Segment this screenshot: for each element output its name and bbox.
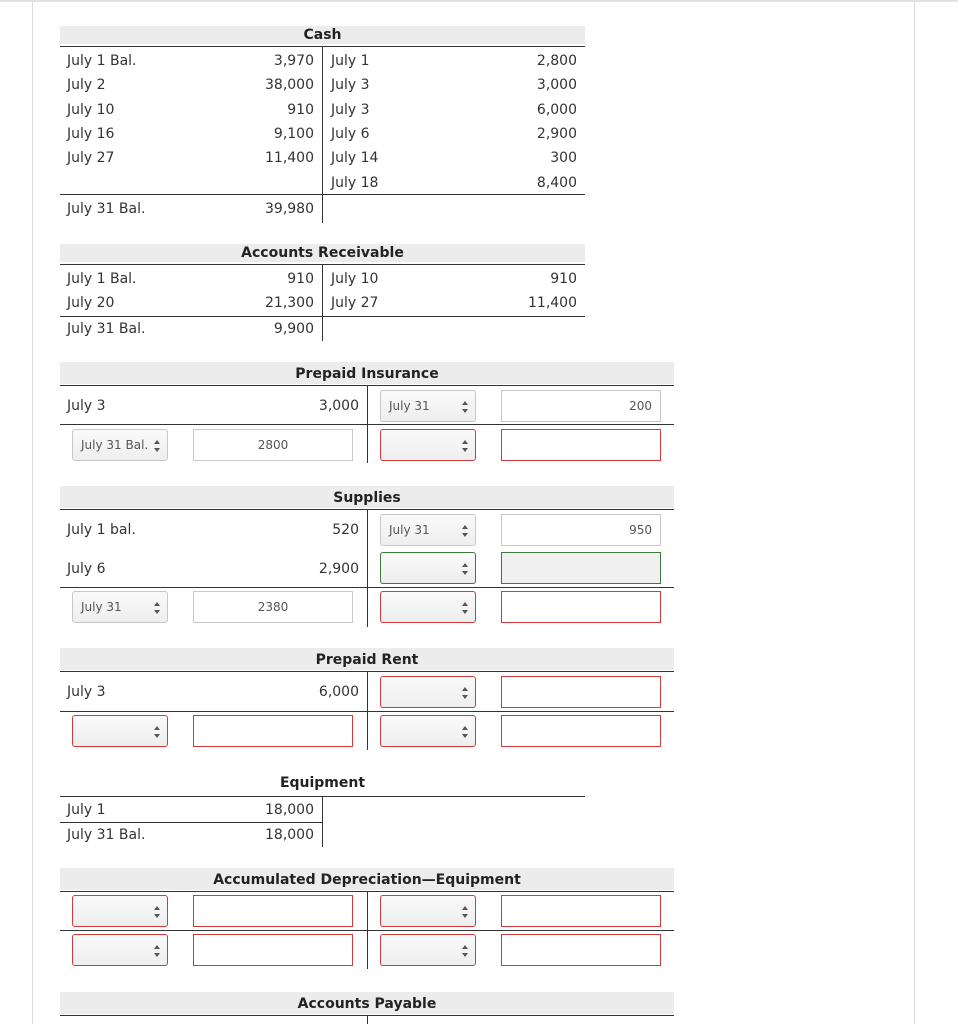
pr-debit-amount: 6,000 bbox=[318, 684, 359, 700]
supplies-debit-label: July 1 bal. bbox=[67, 522, 136, 538]
pi-debit-amount: 3,000 bbox=[318, 398, 359, 414]
ar-credit-amount: 910 bbox=[550, 271, 577, 287]
ar-debit-label: July 1 Bal. bbox=[67, 271, 137, 287]
equipment-debit-amount: 18,000 bbox=[265, 802, 314, 818]
ar-divider bbox=[322, 265, 323, 317]
updown-arrow-icon bbox=[153, 905, 161, 919]
ar-balance-label: July 31 Bal. bbox=[67, 321, 146, 337]
cash-credit-amount: 8,400 bbox=[536, 175, 577, 191]
ar-balance-amount: 9,900 bbox=[273, 321, 314, 337]
pi-credit-amount-input[interactable]: 200 bbox=[501, 390, 661, 422]
cash-debit-label: July 10 bbox=[67, 102, 115, 118]
updown-arrow-icon bbox=[461, 944, 469, 958]
ar-debit-amount: 21,300 bbox=[265, 295, 314, 311]
cash-title: Cash bbox=[60, 26, 585, 44]
supplies-title: Supplies bbox=[60, 486, 674, 508]
cash-debit-amount: 910 bbox=[287, 102, 314, 118]
updown-arrow-icon bbox=[461, 439, 469, 453]
ad-total-line bbox=[60, 930, 674, 931]
ar-balance-divider bbox=[322, 317, 323, 341]
supplies-credit-date-select-2[interactable] bbox=[380, 552, 476, 584]
cash-debit-label: July 27 bbox=[67, 150, 115, 166]
pi-debit-label: July 3 bbox=[67, 398, 106, 414]
ad-credit-amount-input-2[interactable] bbox=[501, 934, 661, 966]
cash-credit-label: July 3 bbox=[331, 102, 370, 118]
pr-total-line bbox=[60, 711, 674, 712]
ar-credit-label: July 27 bbox=[331, 295, 379, 311]
cash-debit-amount: 9,100 bbox=[273, 126, 314, 142]
updown-arrow-icon bbox=[461, 905, 469, 919]
ad-credit-date-select-2[interactable] bbox=[380, 934, 476, 966]
cash-credit-label: July 18 bbox=[331, 175, 379, 191]
equipment-title: Equipment bbox=[60, 774, 585, 792]
cash-credit-amount: 6,000 bbox=[536, 102, 577, 118]
equipment-balance-divider bbox=[322, 823, 323, 847]
supplies-credit-date-select-3[interactable] bbox=[380, 591, 476, 623]
updown-arrow-icon bbox=[461, 524, 469, 538]
equipment-total-line bbox=[60, 822, 322, 823]
updown-arrow-icon bbox=[153, 725, 161, 739]
cash-balance-amount: 39,980 bbox=[265, 201, 314, 217]
supplies-balance-amount-input[interactable]: 2380 bbox=[193, 591, 353, 623]
supplies-debit-label: July 6 bbox=[67, 561, 106, 577]
pr-credit-date-select-2[interactable] bbox=[380, 715, 476, 747]
pr-credit-amount-input[interactable] bbox=[501, 676, 661, 708]
cash-credit-label: July 1 bbox=[331, 53, 370, 69]
cash-debit-label: July 2 bbox=[67, 77, 106, 93]
cash-credit-label: July 3 bbox=[331, 77, 370, 93]
cash-debit-label: July 16 bbox=[67, 126, 115, 142]
pr-debit-label: July 3 bbox=[67, 684, 106, 700]
supplies-credit-date-select[interactable] bbox=[380, 514, 476, 546]
accounts-payable-title: Accounts Payable bbox=[60, 992, 674, 1014]
prepaid-insurance-title: Prepaid Insurance bbox=[60, 362, 674, 384]
pi-balance-date-value: July 31 Bal. bbox=[81, 438, 149, 452]
pi-balance-date-select[interactable] bbox=[72, 429, 168, 461]
cash-divider bbox=[322, 47, 323, 194]
supplies-balance-date-value: July 31 bbox=[81, 600, 122, 614]
updown-arrow-icon bbox=[153, 601, 161, 615]
equipment-balance-amount: 18,000 bbox=[265, 827, 314, 843]
ar-debit-label: July 20 bbox=[67, 295, 115, 311]
cash-balance-divider bbox=[322, 195, 323, 223]
accum-dep-title: Accumulated Depreciation—Equipment bbox=[60, 868, 674, 890]
supplies-credit-amount-input-2[interactable] bbox=[501, 552, 661, 584]
cash-debit-label: July 1 Bal. bbox=[67, 53, 137, 69]
ad-debit-amount-input[interactable] bbox=[193, 895, 353, 927]
equipment-debit-label: July 1 bbox=[67, 802, 106, 818]
pi-balance-amount-input[interactable]: 2800 bbox=[193, 429, 353, 461]
ad-debit-date-select-2[interactable] bbox=[72, 934, 168, 966]
pr-balance-date-select[interactable] bbox=[72, 715, 168, 747]
updown-arrow-icon bbox=[461, 601, 469, 615]
updown-arrow-icon bbox=[461, 562, 469, 576]
cash-credit-amount: 2,900 bbox=[536, 126, 577, 142]
equipment-balance-label: July 31 Bal. bbox=[67, 827, 146, 843]
ad-credit-amount-input[interactable] bbox=[501, 895, 661, 927]
updown-arrow-icon bbox=[461, 400, 469, 414]
cash-balance-label: July 31 Bal. bbox=[67, 201, 146, 217]
supplies-total-line bbox=[60, 587, 674, 588]
prepaid-rent-title: Prepaid Rent bbox=[60, 648, 674, 670]
cash-credit-label: July 6 bbox=[331, 126, 370, 142]
supplies-divider bbox=[367, 510, 368, 627]
pr-balance-amount-input[interactable] bbox=[193, 715, 353, 747]
pi-credit-date-select[interactable] bbox=[380, 390, 476, 422]
ad-debit-amount-input-2[interactable] bbox=[193, 934, 353, 966]
cash-credit-amount: 3,000 bbox=[536, 77, 577, 93]
supplies-credit-amount-input-3[interactable] bbox=[501, 591, 661, 623]
updown-arrow-icon bbox=[461, 725, 469, 739]
pr-credit-amount-input-2[interactable] bbox=[501, 715, 661, 747]
pi-credit-amount-input-2[interactable] bbox=[501, 429, 661, 461]
supplies-debit-amount: 2,900 bbox=[318, 561, 359, 577]
supplies-credit-amount-input[interactable]: 950 bbox=[501, 514, 661, 546]
supplies-credit-date-value: July 31 bbox=[389, 523, 430, 537]
ap-divider bbox=[367, 1016, 368, 1024]
updown-arrow-icon bbox=[461, 686, 469, 700]
cash-debit-amount: 3,970 bbox=[273, 53, 314, 69]
cash-credit-amount: 300 bbox=[550, 150, 577, 166]
ar-credit-label: July 10 bbox=[331, 271, 379, 287]
ar-title: Accounts Receivable bbox=[60, 244, 585, 262]
cash-credit-amount: 2,800 bbox=[536, 53, 577, 69]
pi-credit-date-select-2[interactable] bbox=[380, 429, 476, 461]
ar-credit-amount: 11,400 bbox=[528, 295, 577, 311]
supplies-debit-amount: 520 bbox=[332, 522, 359, 538]
updown-arrow-icon bbox=[153, 944, 161, 958]
ad-credit-date-select[interactable] bbox=[380, 895, 476, 927]
ar-debit-amount: 910 bbox=[287, 271, 314, 287]
equipment-divider bbox=[322, 797, 323, 823]
ad-debit-date-select[interactable] bbox=[72, 895, 168, 927]
pi-total-line bbox=[60, 424, 674, 425]
cash-debit-amount: 11,400 bbox=[265, 150, 314, 166]
cash-debit-amount: 38,000 bbox=[265, 77, 314, 93]
pi-credit-date-value: July 31 bbox=[389, 399, 430, 413]
supplies-balance-date-select[interactable] bbox=[72, 591, 168, 623]
cash-credit-label: July 14 bbox=[331, 150, 379, 166]
updown-arrow-icon bbox=[153, 439, 161, 453]
pr-credit-date-select[interactable] bbox=[380, 676, 476, 708]
